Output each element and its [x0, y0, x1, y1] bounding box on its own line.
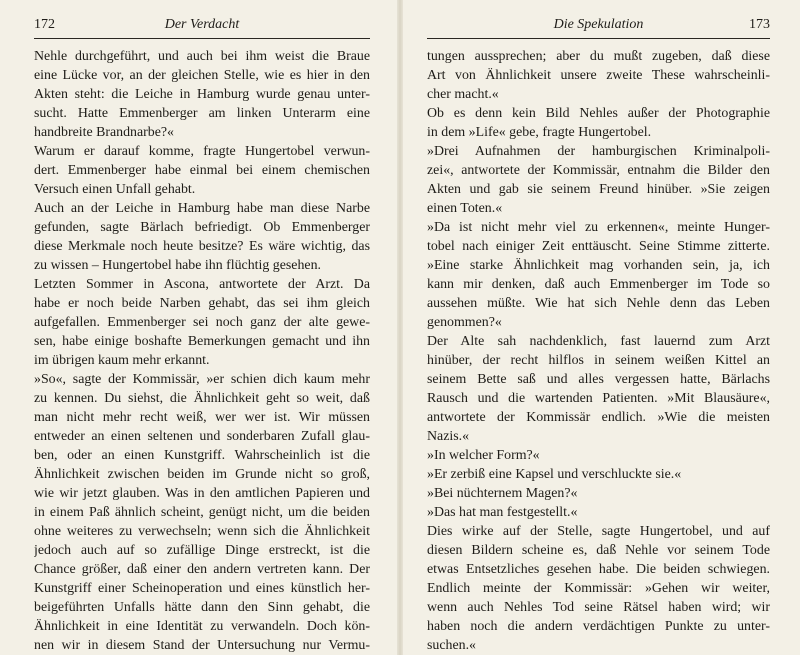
- text-line: genommen?«: [427, 315, 502, 330]
- text-line: Nazis.«: [427, 429, 470, 444]
- text-line: Warum er darauf komme, fragte Hungertobel verwun-: [34, 144, 370, 159]
- right-page-header: [427, 14, 770, 39]
- text-line: haben noch die andern verdächtigen Punkte zu unter-: [427, 619, 770, 634]
- right-page: [427, 0, 770, 655]
- text-line: Ob es denn kein Bild Nehles außer der Photographie: [427, 106, 770, 121]
- text-line: zu kennen. Du siehst, die Ähnlichkeit geht so weit, daß: [34, 391, 370, 406]
- text-line: handbreite Brandnarbe?«: [34, 125, 174, 140]
- text-line: tungen aussprechen; aber du mußt zugeben, daß diese: [427, 49, 770, 64]
- text-line: diesen Bildern scheine es, daß Nehle vor seinem Tode: [427, 543, 770, 558]
- text-line: Akten und gab sie seinem Freund hinüber. »Sie zeigen: [427, 182, 770, 197]
- text-line: eine Lücke vor, an der gleichen Stelle, wie es hier in den: [34, 68, 370, 83]
- right-page-number: 173: [749, 17, 770, 32]
- right-running-title: Die Spekulation: [553, 17, 644, 32]
- text-line: wie wir jetzt glauben. Was in den amtlichen Papieren und: [34, 486, 370, 501]
- right-page-text: [427, 47, 770, 655]
- text-line: Ähnlichkeit in eine Identität zu verwandeln. Doch kön-: [34, 619, 370, 634]
- text-line: man nicht mehr recht weiß, wer wer ist. Wir müssen: [34, 410, 370, 425]
- text-line: »Drei Aufnahmen der hamburgischen Kriminalpoli-: [427, 144, 770, 159]
- text-line: habe er noch beide Narben gehabt, das sei ihm gleich: [34, 296, 370, 311]
- text-line: Der Alte sah nachdenklich, fast lauernd zum Arzt: [427, 334, 770, 349]
- text-line: beigeführten Unfalls hätte dann den Sinn gehabt, die: [34, 600, 370, 615]
- text-line: kann mir denken, daß auch Emmenberger im Tode so: [427, 277, 770, 292]
- text-line: Chance größer, daß einer den andern vertreten kann. Der: [34, 562, 370, 577]
- text-line: diese Merkmale noch heute besitze? Es wäre wichtig, das: [34, 239, 370, 254]
- left-page: [34, 0, 370, 655]
- text-line: »Bei nüchternem Magen?«: [427, 486, 578, 501]
- text-line: sen, habe einige boshafte Bemerkungen gemacht und ihn: [34, 334, 370, 349]
- text-line: Letzten Sommer in Ascona, antwortete der Arzt. Da: [34, 277, 370, 292]
- text-line: antwortete der Kommissär endlich. »Wie die meisten: [427, 410, 770, 425]
- text-line: Ähnlichkeit zwischen beiden im Grunde nicht so groß,: [34, 467, 370, 482]
- left-page-number: 172: [34, 17, 55, 32]
- text-line: Dies wirke auf der Stelle, sagte Hungertobel, und auf: [427, 524, 770, 539]
- text-line: wenn auch Nehles Tod seine Rätsel haben wird; wir: [427, 600, 770, 615]
- text-line: jedoch auch auf so zufällige Dinge erstreckt, ist die: [34, 543, 370, 558]
- text-line: aufgefallen. Emmenberger sei noch ganz der alte gewe-: [34, 315, 370, 330]
- text-line: dert. Emmenberger habe einmal bei einem chemischen: [34, 163, 370, 178]
- text-line: Akten steht: die Leiche in Hamburg wurde genau unter-: [34, 87, 370, 102]
- text-line: hinüber, der recht hilflos in seinem weißen Kittel an: [427, 353, 770, 368]
- text-line: ohne weiteres zu verwechseln; wenn sich die Ähnlichkeit: [34, 524, 370, 539]
- text-line: Nehle durchgeführt, und auch bei ihm weist die Braue: [34, 49, 370, 64]
- text-line: tobel nach einiger Zeit enttäuscht. Seine Stimme zitterte.: [427, 239, 770, 254]
- left-running-title: Der Verdacht: [164, 17, 240, 32]
- text-line: etwas Entsetzliches gesehen habe. Die beiden schwiegen.: [427, 562, 770, 577]
- text-line: Versuch einen Unfall gehabt.: [34, 182, 196, 197]
- text-line: suchen.«: [427, 638, 476, 653]
- text-line: Art von Ähnlichkeit unsere zweite These wahrscheinli-: [427, 68, 770, 83]
- text-line: in einem Paß ähnlich scheint, genügt nicht, um die beiden: [34, 505, 370, 520]
- text-line: zu wissen – Hungertobel habe ihn flüchtig gesehen.: [34, 258, 321, 273]
- text-line: zei«, antwortete der Kommissär, entnahm die Bilder den: [427, 163, 770, 178]
- text-line: »Eine starke Ähnlichkeit mag vorhanden sein, ja, ich: [427, 258, 770, 273]
- text-line: im übrigen kaum mehr erkannt.: [34, 353, 210, 368]
- text-line: nen wir in diesem Stand der Untersuchung nur Vermu-: [34, 638, 370, 653]
- text-line: entweder an einen seltenen und sonderbaren Zufall glau-: [34, 429, 370, 444]
- text-line: »Da ist nicht mehr viel zu erkennen«, meinte Hunger-: [427, 220, 770, 235]
- text-line: Auch an der Leiche in Hamburg habe man diese Narbe: [34, 201, 370, 216]
- text-line: einen Toten.«: [427, 201, 503, 216]
- text-line: aussehen müßte. Wie hat sich Nehle denn das Leben: [427, 296, 770, 311]
- text-line: Rausch und die wartenden Patienten. »Mit Blausäure«,: [427, 391, 770, 406]
- book-gutter: [397, 0, 403, 655]
- text-line: »Das hat man festgestellt.«: [427, 505, 578, 520]
- text-line: »So«, sagte der Kommissär, »er schien dich kaum mehr: [34, 372, 370, 387]
- text-line: Kunstgriff einer Scheinoperation und eines künstlich her-: [34, 581, 370, 596]
- text-line: in dem »Life« gebe, fragte Hungertobel.: [427, 125, 652, 140]
- left-page-text: [34, 47, 370, 655]
- text-line: gefunden, sagte Bärlach befriedigt. Ob Emmenberger: [34, 220, 370, 235]
- left-page-header: [34, 14, 370, 39]
- text-line: Endlich meinte der Kommissär: »Gehen wir weiter,: [427, 581, 770, 596]
- text-line: seinem Bette saß und alles vergessen hatte, Bärlachs: [427, 372, 770, 387]
- text-line: »Er zerbiß eine Kapsel und verschluckte sie.«: [427, 467, 682, 482]
- text-line: sucht. Hatte Emmenberger am linken Unterarm eine: [34, 106, 370, 121]
- text-line: »In welcher Form?«: [427, 448, 540, 463]
- text-line: ben, oder an einen Kunstgriff. Wahrscheinlich ist die: [34, 448, 370, 463]
- text-line: cher macht.«: [427, 87, 499, 102]
